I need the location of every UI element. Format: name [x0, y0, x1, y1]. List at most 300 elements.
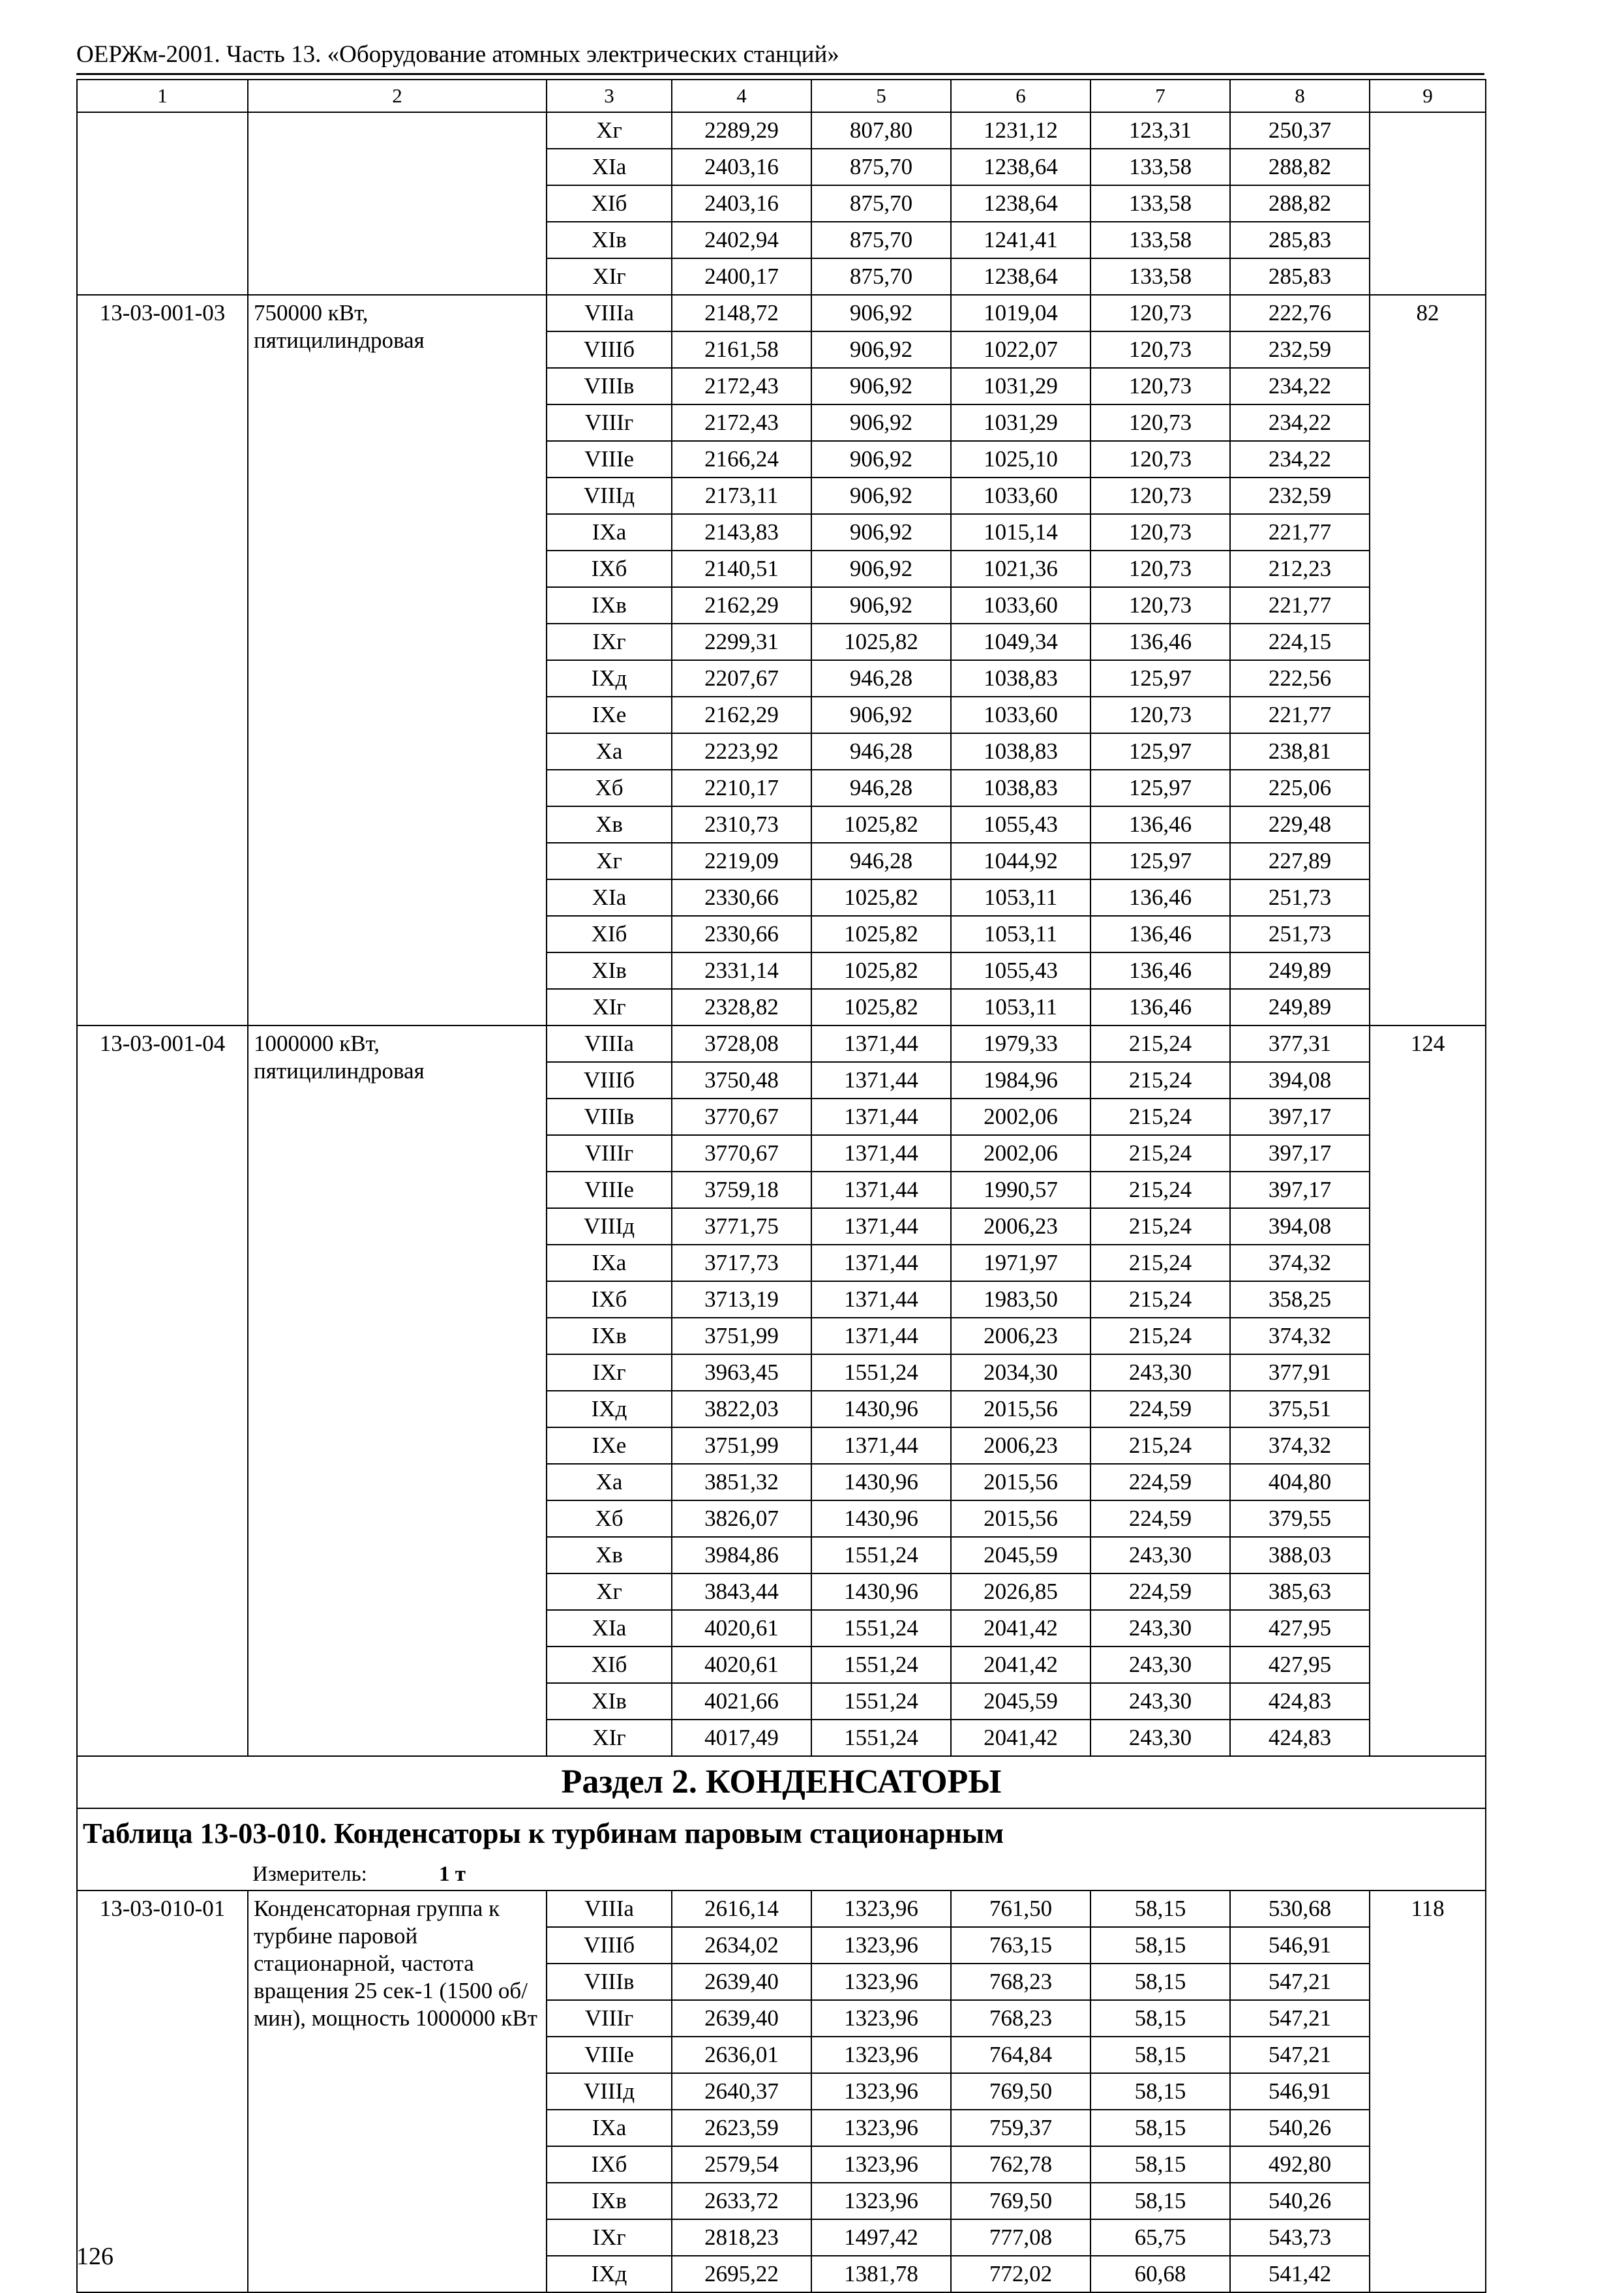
column-number: 9 — [1370, 80, 1486, 112]
machinist-wages-cell: 136,46 — [1090, 989, 1230, 1025]
materials-cell: 225,06 — [1230, 770, 1370, 806]
machines-cell: 2015,56 — [951, 1391, 1090, 1427]
total-cost-cell: 2579,54 — [672, 2146, 811, 2183]
total-cost-cell: 3728,08 — [672, 1025, 811, 1062]
total-cost-cell: 4020,61 — [672, 1610, 811, 1647]
total-cost-cell: 3843,44 — [672, 1573, 811, 1610]
variant-cell: VIIIв — [547, 368, 672, 404]
machines-cell: 762,78 — [951, 2146, 1090, 2183]
machinist-wages-cell: 215,24 — [1090, 1172, 1230, 1208]
total-cost-cell: 3984,86 — [672, 1537, 811, 1573]
total-cost-cell: 2207,67 — [672, 660, 811, 697]
variant-cell: XIв — [547, 952, 672, 989]
materials-cell: 212,23 — [1230, 551, 1370, 587]
machinist-wages-cell: 243,30 — [1090, 1720, 1230, 1756]
materials-cell: 377,31 — [1230, 1025, 1370, 1062]
machines-cell: 1238,64 — [951, 258, 1090, 295]
wages-cell: 1381,78 — [811, 2256, 951, 2292]
machinist-wages-cell: 224,59 — [1090, 1500, 1230, 1537]
machinist-wages-cell: 120,73 — [1090, 368, 1230, 404]
wages-cell: 1551,24 — [811, 1537, 951, 1573]
materials-cell: 427,95 — [1230, 1610, 1370, 1647]
total-cost-cell: 2331,14 — [672, 952, 811, 989]
machinist-wages-cell: 136,46 — [1090, 916, 1230, 952]
variant-cell: XIа — [547, 879, 672, 916]
wages-cell: 1430,96 — [811, 1573, 951, 1610]
total-cost-cell: 2695,22 — [672, 2256, 811, 2292]
machines-cell: 2045,59 — [951, 1683, 1090, 1720]
machinist-wages-cell: 120,73 — [1090, 404, 1230, 441]
table-body — [77, 80, 1486, 2292]
wages-cell: 1371,44 — [811, 1318, 951, 1354]
total-cost-cell: 3759,18 — [672, 1172, 811, 1208]
machines-cell: 1238,64 — [951, 185, 1090, 222]
materials-cell: 492,80 — [1230, 2146, 1370, 2183]
machines-cell: 769,50 — [951, 2073, 1090, 2110]
machines-cell: 1031,29 — [951, 368, 1090, 404]
machinist-wages-cell: 125,97 — [1090, 733, 1230, 770]
total-cost-cell: 3771,75 — [672, 1208, 811, 1245]
variant-cell: Xа — [547, 733, 672, 770]
machinist-wages-cell: 243,30 — [1090, 1683, 1230, 1720]
wages-cell: 1551,24 — [811, 1683, 951, 1720]
machinist-wages-cell: 215,24 — [1090, 1025, 1230, 1062]
materials-cell: 543,73 — [1230, 2219, 1370, 2256]
materials-cell: 222,56 — [1230, 660, 1370, 697]
machinist-wages-cell: 224,59 — [1090, 1464, 1230, 1500]
wages-cell: 875,70 — [811, 185, 951, 222]
variant-cell: VIIIд — [547, 2073, 672, 2110]
materials-cell: 285,83 — [1230, 258, 1370, 295]
materials-cell: 249,89 — [1230, 952, 1370, 989]
machines-cell: 2045,59 — [951, 1537, 1090, 1573]
variant-cell: VIIIб — [547, 1927, 672, 1964]
wages-cell: 906,92 — [811, 514, 951, 551]
machinist-wages-cell: 58,15 — [1090, 2146, 1230, 2183]
machines-cell: 1038,83 — [951, 770, 1090, 806]
materials-cell: 234,22 — [1230, 368, 1370, 404]
wages-cell: 1551,24 — [811, 1610, 951, 1647]
code-cell — [77, 112, 248, 295]
variant-cell: Xв — [547, 806, 672, 843]
wages-cell: 946,28 — [811, 843, 951, 879]
wages-cell: 906,92 — [811, 587, 951, 624]
wages-cell: 1025,82 — [811, 916, 951, 952]
machines-cell: 777,08 — [951, 2219, 1090, 2256]
total-cost-cell: 4021,66 — [672, 1683, 811, 1720]
wages-cell: 1323,96 — [811, 2000, 951, 2037]
wages-cell: 1497,42 — [811, 2219, 951, 2256]
machinist-wages-cell: 136,46 — [1090, 952, 1230, 989]
machinist-wages-cell: 133,58 — [1090, 149, 1230, 185]
total-cost-cell: 2162,29 — [672, 697, 811, 733]
machinist-wages-cell: 125,97 — [1090, 843, 1230, 879]
total-cost-cell: 2140,51 — [672, 551, 811, 587]
wages-cell: 906,92 — [811, 295, 951, 331]
machines-cell: 1031,29 — [951, 404, 1090, 441]
materials-cell: 397,17 — [1230, 1099, 1370, 1135]
total-cost-cell: 2289,29 — [672, 112, 811, 149]
materials-cell: 546,91 — [1230, 2073, 1370, 2110]
wages-cell: 1025,82 — [811, 952, 951, 989]
variant-cell: Xг — [547, 843, 672, 879]
variant-cell: XIг — [547, 989, 672, 1025]
materials-cell: 394,08 — [1230, 1062, 1370, 1099]
measure-row — [77, 1859, 1486, 1891]
norm-cell — [1370, 112, 1486, 295]
wages-cell: 1323,96 — [811, 1927, 951, 1964]
machinist-wages-cell: 243,30 — [1090, 1354, 1230, 1391]
variant-cell: XIб — [547, 1647, 672, 1683]
total-cost-cell: 2639,40 — [672, 1964, 811, 2000]
machines-cell: 2006,23 — [951, 1208, 1090, 1245]
variant-cell: Xа — [547, 1464, 672, 1500]
materials-cell: 394,08 — [1230, 1208, 1370, 1245]
total-cost-cell: 2636,01 — [672, 2037, 811, 2073]
materials-cell: 379,55 — [1230, 1500, 1370, 1537]
total-cost-cell: 2299,31 — [672, 624, 811, 660]
variant-cell: VIIIе — [547, 441, 672, 478]
variant-cell: XIб — [547, 185, 672, 222]
total-cost-cell: 2172,43 — [672, 368, 811, 404]
wages-cell: 906,92 — [811, 368, 951, 404]
machinist-wages-cell: 120,73 — [1090, 331, 1230, 368]
total-cost-cell: 2162,29 — [672, 587, 811, 624]
machinist-wages-cell: 133,58 — [1090, 258, 1230, 295]
machines-cell: 1053,11 — [951, 989, 1090, 1025]
materials-cell: 221,77 — [1230, 514, 1370, 551]
variant-cell: IXд — [547, 660, 672, 697]
table-row — [77, 1891, 1486, 1927]
total-cost-cell: 2210,17 — [672, 770, 811, 806]
machines-cell: 2006,23 — [951, 1427, 1090, 1464]
machinist-wages-cell: 123,31 — [1090, 112, 1230, 149]
machines-cell: 1984,96 — [951, 1062, 1090, 1099]
variant-cell: IXг — [547, 2219, 672, 2256]
wages-cell: 1323,96 — [811, 2073, 951, 2110]
materials-cell: 374,32 — [1230, 1245, 1370, 1281]
machinist-wages-cell: 58,15 — [1090, 1891, 1230, 1927]
materials-cell: 540,26 — [1230, 2110, 1370, 2146]
machines-cell: 1038,83 — [951, 733, 1090, 770]
total-cost-cell: 2310,73 — [672, 806, 811, 843]
wages-cell: 906,92 — [811, 441, 951, 478]
wages-cell: 1371,44 — [811, 1025, 951, 1062]
machinist-wages-cell: 215,24 — [1090, 1245, 1230, 1281]
machinist-wages-cell: 243,30 — [1090, 1537, 1230, 1573]
total-cost-cell: 2166,24 — [672, 441, 811, 478]
machines-cell: 761,50 — [951, 1891, 1090, 1927]
description-cell — [248, 112, 547, 295]
total-cost-cell: 2330,66 — [672, 916, 811, 952]
materials-cell: 424,83 — [1230, 1683, 1370, 1720]
materials-cell: 547,21 — [1230, 1964, 1370, 2000]
materials-cell: 238,81 — [1230, 733, 1370, 770]
machinist-wages-cell: 215,24 — [1090, 1318, 1230, 1354]
materials-cell: 424,83 — [1230, 1720, 1370, 1756]
wages-cell: 875,70 — [811, 258, 951, 295]
wages-cell: 1551,24 — [811, 1354, 951, 1391]
wages-cell: 1025,82 — [811, 989, 951, 1025]
wages-cell: 946,28 — [811, 770, 951, 806]
wages-cell: 1371,44 — [811, 1172, 951, 1208]
machines-cell: 1055,43 — [951, 952, 1090, 989]
wages-cell: 1025,82 — [811, 624, 951, 660]
machines-cell: 1038,83 — [951, 660, 1090, 697]
variant-cell: XIв — [547, 1683, 672, 1720]
materials-cell: 221,77 — [1230, 697, 1370, 733]
description-cell: 1000000 кВт, пятицилиндровая — [248, 1025, 547, 1756]
materials-cell: 388,03 — [1230, 1537, 1370, 1573]
machines-cell: 1983,50 — [951, 1281, 1090, 1318]
total-cost-cell: 2161,58 — [672, 331, 811, 368]
wages-cell: 1323,96 — [811, 1964, 951, 2000]
total-cost-cell: 2143,83 — [672, 514, 811, 551]
norm-cell: 124 — [1370, 1025, 1486, 1756]
machinist-wages-cell: 120,73 — [1090, 587, 1230, 624]
total-cost-cell: 2148,72 — [672, 295, 811, 331]
total-cost-cell: 2400,17 — [672, 258, 811, 295]
column-number: 6 — [951, 80, 1090, 112]
table-row — [77, 112, 1486, 149]
machinist-wages-cell: 136,46 — [1090, 624, 1230, 660]
machinist-wages-cell: 58,15 — [1090, 2000, 1230, 2037]
machines-cell: 768,23 — [951, 1964, 1090, 2000]
variant-cell: XIа — [547, 1610, 672, 1647]
total-cost-cell: 4017,49 — [672, 1720, 811, 1756]
measure-label: Измеритель: — [252, 1862, 367, 1886]
variant-cell: IXа — [547, 514, 672, 551]
machines-cell: 772,02 — [951, 2256, 1090, 2292]
machines-cell: 1021,36 — [951, 551, 1090, 587]
machinist-wages-cell: 58,15 — [1090, 1964, 1230, 2000]
materials-cell: 547,21 — [1230, 2000, 1370, 2037]
variant-cell: IXе — [547, 1427, 672, 1464]
total-cost-cell: 2402,94 — [672, 222, 811, 258]
machinist-wages-cell: 243,30 — [1090, 1610, 1230, 1647]
materials-cell: 385,63 — [1230, 1573, 1370, 1610]
variant-cell: VIIIа — [547, 1025, 672, 1062]
total-cost-cell: 3750,48 — [672, 1062, 811, 1099]
variant-cell: Xб — [547, 770, 672, 806]
machines-cell: 2034,30 — [951, 1354, 1090, 1391]
machinist-wages-cell: 215,24 — [1090, 1427, 1230, 1464]
variant-cell: VIIIд — [547, 478, 672, 514]
column-number: 1 — [77, 80, 248, 112]
materials-cell: 546,91 — [1230, 1927, 1370, 1964]
total-cost-cell: 3713,19 — [672, 1281, 811, 1318]
code-cell: 13-03-001-03 — [77, 295, 248, 1025]
column-number: 5 — [811, 80, 951, 112]
code-cell: 13-03-001-04 — [77, 1025, 248, 1756]
machines-cell: 1022,07 — [951, 331, 1090, 368]
variant-cell: IXб — [547, 551, 672, 587]
machinist-wages-cell: 215,24 — [1090, 1281, 1230, 1318]
wages-cell: 1430,96 — [811, 1391, 951, 1427]
wages-cell: 1025,82 — [811, 806, 951, 843]
machinist-wages-cell: 215,24 — [1090, 1135, 1230, 1172]
machinist-wages-cell: 120,73 — [1090, 551, 1230, 587]
materials-cell: 427,95 — [1230, 1647, 1370, 1683]
variant-cell: IXв — [547, 587, 672, 624]
page-header: ОЕРЖм-2001. Часть 13. «Оборудование атомных электрических станций» — [76, 41, 839, 68]
wages-cell: 1323,96 — [811, 2110, 951, 2146]
machinist-wages-cell: 58,15 — [1090, 2037, 1230, 2073]
column-number: 8 — [1230, 80, 1370, 112]
wages-cell: 1430,96 — [811, 1500, 951, 1537]
column-number: 7 — [1090, 80, 1230, 112]
total-cost-cell: 3822,03 — [672, 1391, 811, 1427]
wages-cell: 906,92 — [811, 331, 951, 368]
variant-cell: VIIIг — [547, 1135, 672, 1172]
total-cost-cell: 2173,11 — [672, 478, 811, 514]
materials-cell: 377,91 — [1230, 1354, 1370, 1391]
description-cell: Конденсаторная группа к турбине паровой стационарной, частота вращения 25 сек-1 (1500 об/мин), мощность 1000000 кВт — [248, 1891, 547, 2292]
machines-cell: 1049,34 — [951, 624, 1090, 660]
machinist-wages-cell: 215,24 — [1090, 1099, 1230, 1135]
machinist-wages-cell: 120,73 — [1090, 514, 1230, 551]
wages-cell: 1371,44 — [811, 1099, 951, 1135]
variant-cell: IXг — [547, 624, 672, 660]
column-number: 3 — [547, 80, 672, 112]
wages-cell: 906,92 — [811, 404, 951, 441]
machines-cell: 1019,04 — [951, 295, 1090, 331]
norm-cell: 118 — [1370, 1891, 1486, 2292]
materials-cell: 232,59 — [1230, 331, 1370, 368]
total-cost-cell: 2616,14 — [672, 1891, 811, 1927]
variant-cell: IXе — [547, 697, 672, 733]
table-row — [77, 295, 1486, 331]
total-cost-cell: 3751,99 — [672, 1427, 811, 1464]
measure-cell — [77, 1859, 1486, 1891]
materials-cell: 285,83 — [1230, 222, 1370, 258]
total-cost-cell: 3851,32 — [672, 1464, 811, 1500]
machines-cell: 763,15 — [951, 1927, 1090, 1964]
header-rule — [76, 73, 1484, 75]
variant-cell: IXб — [547, 1281, 672, 1318]
wages-cell: 906,92 — [811, 551, 951, 587]
wages-cell: 1025,82 — [811, 879, 951, 916]
wages-cell: 1371,44 — [811, 1135, 951, 1172]
wages-cell: 1323,96 — [811, 2037, 951, 2073]
wages-cell: 1371,44 — [811, 1427, 951, 1464]
machines-cell: 759,37 — [951, 2110, 1090, 2146]
machines-cell: 1015,14 — [951, 514, 1090, 551]
wages-cell: 1430,96 — [811, 1464, 951, 1500]
variant-cell: VIIIа — [547, 295, 672, 331]
total-cost-cell: 2328,82 — [672, 989, 811, 1025]
materials-cell: 540,26 — [1230, 2183, 1370, 2219]
total-cost-cell: 2640,37 — [672, 2073, 811, 2110]
machinist-wages-cell: 120,73 — [1090, 295, 1230, 331]
variant-cell: IXд — [547, 2256, 672, 2292]
variant-cell: Xб — [547, 1500, 672, 1537]
machines-cell: 1231,12 — [951, 112, 1090, 149]
wages-cell: 906,92 — [811, 697, 951, 733]
machinist-wages-cell: 58,15 — [1090, 2183, 1230, 2219]
wages-cell: 1551,24 — [811, 1647, 951, 1683]
code-cell: 13-03-010-01 — [77, 1891, 248, 2292]
materials-cell: 224,15 — [1230, 624, 1370, 660]
wages-cell: 1371,44 — [811, 1208, 951, 1245]
total-cost-cell: 2818,23 — [672, 2219, 811, 2256]
machinist-wages-cell: 120,73 — [1090, 478, 1230, 514]
total-cost-cell: 2403,16 — [672, 149, 811, 185]
variant-cell: IXа — [547, 1245, 672, 1281]
materials-cell: 232,59 — [1230, 478, 1370, 514]
machinist-wages-cell: 136,46 — [1090, 879, 1230, 916]
measure-unit: 1 т — [439, 1862, 466, 1886]
wages-cell: 1371,44 — [811, 1245, 951, 1281]
table-row — [77, 1025, 1486, 1062]
column-number: 4 — [672, 80, 811, 112]
materials-cell: 222,76 — [1230, 295, 1370, 331]
total-cost-cell: 4020,61 — [672, 1647, 811, 1683]
wages-cell: 906,92 — [811, 478, 951, 514]
total-cost-cell: 3826,07 — [672, 1500, 811, 1537]
machines-cell: 2002,06 — [951, 1099, 1090, 1135]
variant-cell: IXб — [547, 2146, 672, 2183]
total-cost-cell: 3717,73 — [672, 1245, 811, 1281]
machines-cell: 768,23 — [951, 2000, 1090, 2037]
wages-cell: 946,28 — [811, 660, 951, 697]
variant-cell: IXд — [547, 1391, 672, 1427]
description-cell: 750000 кВт, пятицилиндровая — [248, 295, 547, 1025]
machines-cell: 2041,42 — [951, 1720, 1090, 1756]
machines-cell: 1055,43 — [951, 806, 1090, 843]
machines-cell: 2006,23 — [951, 1318, 1090, 1354]
machines-cell: 1971,97 — [951, 1245, 1090, 1281]
total-cost-cell: 3751,99 — [672, 1318, 811, 1354]
total-cost-cell: 2330,66 — [672, 879, 811, 916]
variant-cell: XIг — [547, 258, 672, 295]
materials-cell: 397,17 — [1230, 1135, 1370, 1172]
column-number: 2 — [248, 80, 547, 112]
machinist-wages-cell: 120,73 — [1090, 441, 1230, 478]
machinist-wages-cell: 224,59 — [1090, 1573, 1230, 1610]
norm-cell: 82 — [1370, 295, 1486, 1025]
wages-cell: 946,28 — [811, 733, 951, 770]
wages-cell: 1323,96 — [811, 2146, 951, 2183]
section-row — [77, 1756, 1486, 1808]
machines-cell: 1033,60 — [951, 478, 1090, 514]
variant-cell: VIIIа — [547, 1891, 672, 1927]
materials-cell: 221,77 — [1230, 587, 1370, 624]
variant-cell: XIб — [547, 916, 672, 952]
materials-cell: 288,82 — [1230, 149, 1370, 185]
materials-cell: 250,37 — [1230, 112, 1370, 149]
total-cost-cell: 2623,59 — [672, 2110, 811, 2146]
machinist-wages-cell: 224,59 — [1090, 1391, 1230, 1427]
total-cost-cell: 3770,67 — [672, 1135, 811, 1172]
variant-cell: VIIIд — [547, 1208, 672, 1245]
materials-cell: 397,17 — [1230, 1172, 1370, 1208]
machines-cell: 2002,06 — [951, 1135, 1090, 1172]
price-table — [76, 79, 1486, 2293]
machinist-wages-cell: 215,24 — [1090, 1062, 1230, 1099]
variant-cell: Xг — [547, 1573, 672, 1610]
materials-cell: 249,89 — [1230, 989, 1370, 1025]
total-cost-cell: 2172,43 — [672, 404, 811, 441]
total-cost-cell: 2403,16 — [672, 185, 811, 222]
total-cost-cell: 3770,67 — [672, 1099, 811, 1135]
variant-cell: VIIIе — [547, 2037, 672, 2073]
machines-cell: 1025,10 — [951, 441, 1090, 478]
machines-cell: 1033,60 — [951, 697, 1090, 733]
total-cost-cell: 2639,40 — [672, 2000, 811, 2037]
wages-cell: 1551,24 — [811, 1720, 951, 1756]
wages-cell: 1371,44 — [811, 1281, 951, 1318]
